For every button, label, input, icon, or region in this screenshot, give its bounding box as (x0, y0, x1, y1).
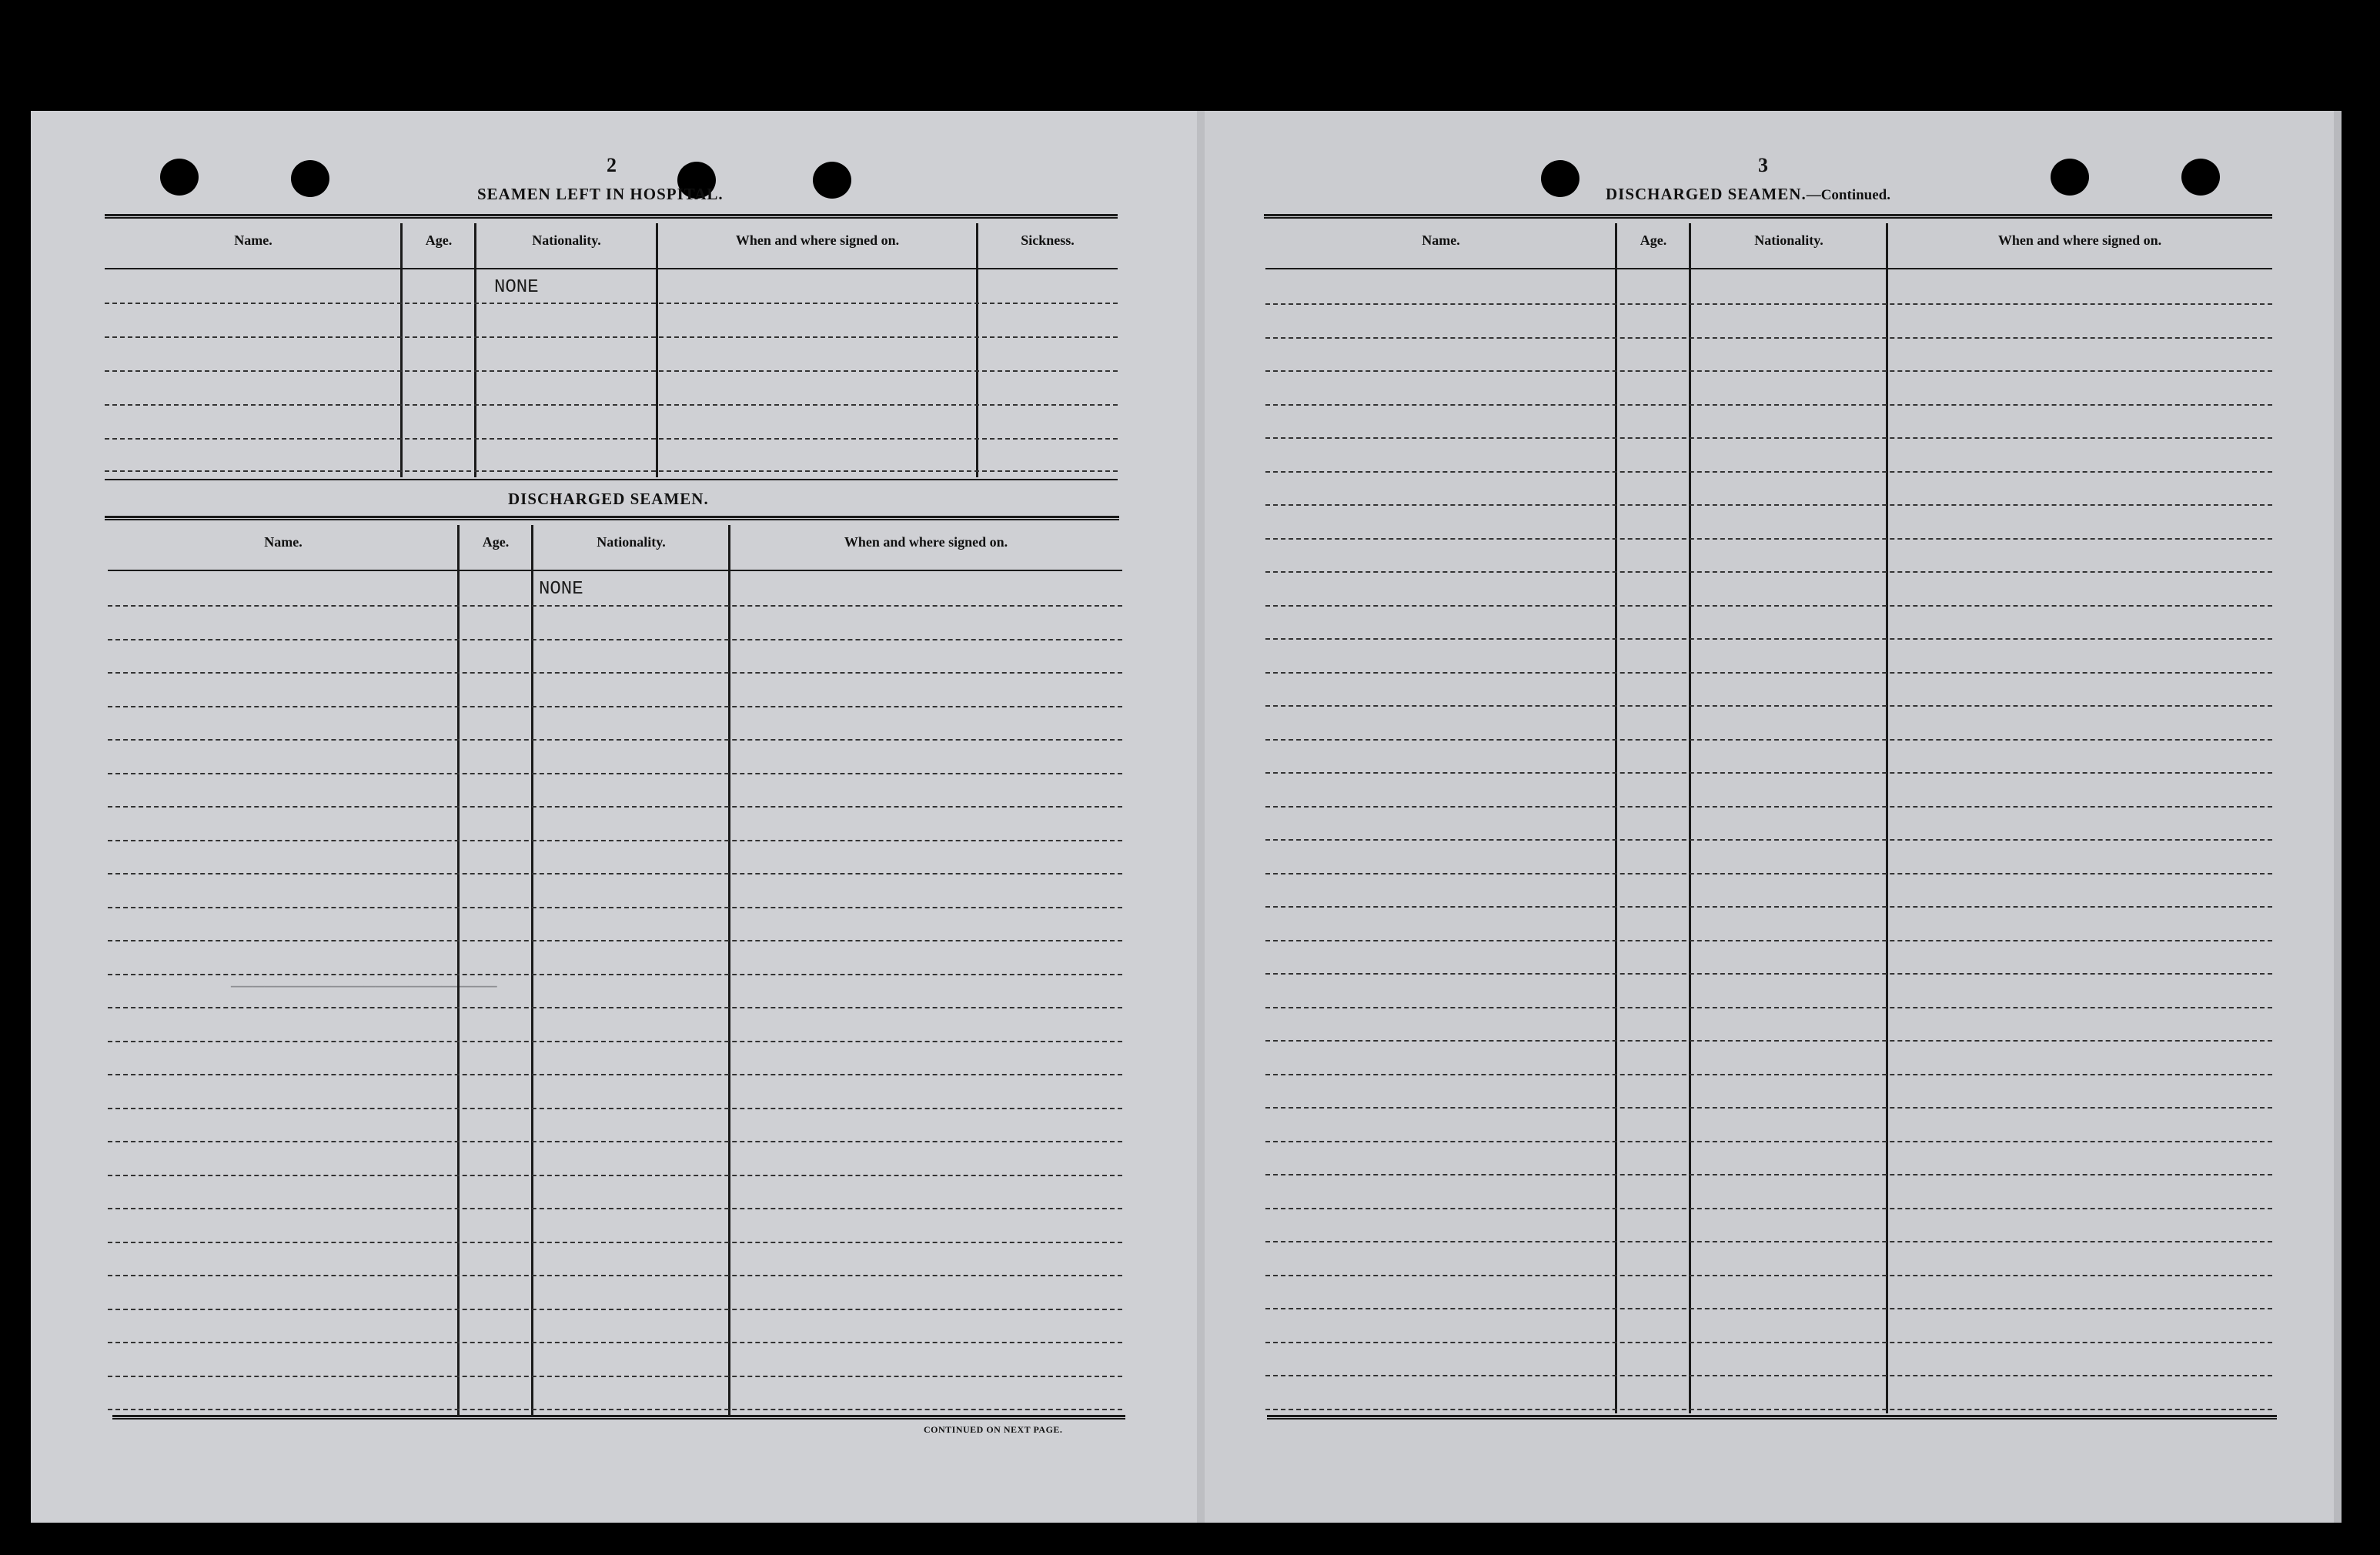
entry-line (108, 907, 1122, 908)
entry-line (1265, 303, 2272, 305)
column-separator (1886, 223, 1888, 1413)
punch-hole-icon (813, 162, 851, 199)
column-separator (1615, 223, 1617, 1413)
entry-line (108, 1108, 1122, 1109)
entry-line (105, 336, 1118, 338)
entry-line (1265, 1275, 2272, 1276)
entry-line (108, 1275, 1122, 1276)
col-header-nationality: Nationality. (597, 534, 666, 550)
col-header-age: Age. (1640, 232, 1667, 248)
continued-section-title (1606, 185, 1890, 204)
entry-line (1265, 1040, 2272, 1042)
table-bottom-rule (112, 1415, 1125, 1420)
entry-line (1265, 839, 2272, 841)
entry-line (108, 1208, 1122, 1209)
entry-line (1265, 1409, 2272, 1410)
entry-line (108, 1242, 1122, 1243)
entry-line (108, 773, 1122, 774)
section-rule (105, 214, 1118, 219)
entry-line (1265, 906, 2272, 908)
col-header-sickness: Sickness. (1021, 232, 1075, 248)
col-header-name: Name. (1422, 232, 1460, 248)
entry-line (1265, 1308, 2272, 1309)
entry-line (108, 1376, 1122, 1377)
entry-line (108, 605, 1122, 607)
discharged-entry: NONE (539, 579, 583, 600)
entry-line (1265, 1174, 2272, 1175)
entry-line (108, 1041, 1122, 1042)
discharged-section-title: DISCHARGED SEAMEN. (508, 490, 709, 508)
column-separator (728, 525, 730, 1415)
page-number: 2 (607, 154, 617, 176)
column-separator (1689, 223, 1691, 1413)
entry-line (108, 806, 1122, 808)
header-rule (1265, 268, 2272, 269)
bleed-through-text: ──────────────────────── (231, 978, 497, 998)
section-rule (1264, 214, 2272, 219)
entry-line (1265, 638, 2272, 640)
entry-line (1265, 605, 2272, 607)
column-separator (457, 525, 460, 1415)
section-title-suffix: —Continued. (1806, 187, 1890, 203)
entry-line (108, 1342, 1122, 1343)
entry-line (108, 1007, 1122, 1008)
entry-line (1265, 437, 2272, 439)
section-title-text: DISCHARGED SEAMEN. (1606, 185, 1807, 203)
entry-line (108, 639, 1122, 640)
entry-line (105, 470, 1118, 472)
col-header-age: Age. (425, 232, 453, 248)
col-header-age: Age. (482, 534, 510, 550)
page-fold (1197, 111, 1205, 1523)
header-rule (105, 268, 1118, 269)
entry-line (1265, 873, 2272, 874)
entry-line (108, 1175, 1122, 1176)
entry-line (1265, 940, 2272, 941)
entry-line (1265, 337, 2272, 339)
entry-line (108, 1309, 1122, 1310)
entry-line (1265, 1241, 2272, 1242)
right-page (1201, 111, 2334, 1523)
hospital-section-title: SEAMEN LEFT IN HOSPITAL. (477, 185, 724, 203)
punch-hole-icon (291, 160, 329, 197)
entry-line (108, 940, 1122, 941)
entry-line (1265, 973, 2272, 975)
section-rule (105, 516, 1119, 520)
left-page (31, 111, 1201, 1523)
page-number: 3 (1758, 154, 1768, 176)
entry-line (108, 1074, 1122, 1075)
col-header-nationality: Nationality. (1754, 232, 1823, 248)
entry-line (105, 370, 1118, 372)
entry-line (108, 974, 1122, 975)
entry-line (1265, 1375, 2272, 1376)
entry-line (1265, 1074, 2272, 1075)
entry-line (1265, 571, 2272, 573)
entry-line (1265, 806, 2272, 808)
entry-line (1265, 1007, 2272, 1008)
entry-line (105, 303, 1118, 304)
entry-line (108, 1141, 1122, 1142)
hospital-entry: NONE (494, 277, 539, 298)
header-rule (108, 570, 1122, 571)
table-bottom-rule (1267, 1415, 2277, 1420)
entry-line (1265, 538, 2272, 540)
entry-line (105, 438, 1118, 440)
entry-line (1265, 471, 2272, 473)
entry-line (105, 404, 1118, 406)
entry-line (1265, 672, 2272, 674)
punch-hole-icon (2181, 159, 2220, 196)
entry-line (1265, 1208, 2272, 1209)
continued-note: CONTINUED ON NEXT PAGE. (924, 1424, 1063, 1435)
entry-line (108, 1409, 1122, 1410)
col-header-signed-on: When and where signed on. (1997, 232, 2162, 248)
entry-line (1265, 1342, 2272, 1343)
entry-line (1265, 739, 2272, 741)
entry-line (108, 672, 1122, 674)
punch-hole-icon (1541, 160, 1579, 197)
entry-line (1265, 772, 2272, 774)
entry-line (108, 873, 1122, 874)
section-end-rule (105, 479, 1118, 480)
col-header-nationality: Nationality. (532, 232, 601, 248)
column-separator (531, 525, 533, 1415)
col-header-signed-on: When and where signed on. (735, 232, 900, 248)
entry-line (1265, 705, 2272, 707)
entry-line (1265, 1107, 2272, 1109)
entry-line (1265, 404, 2272, 406)
entry-line (108, 739, 1122, 741)
col-header-name: Name. (234, 232, 272, 248)
entry-line (108, 840, 1122, 841)
entry-line (1265, 370, 2272, 372)
entry-line (108, 706, 1122, 707)
col-header-name: Name. (264, 534, 303, 550)
col-header-signed-on: When and where signed on. (844, 534, 1008, 550)
entry-line (1265, 504, 2272, 506)
punch-hole-icon (160, 159, 199, 196)
punch-hole-icon (2051, 159, 2089, 196)
entry-line (1265, 1141, 2272, 1142)
